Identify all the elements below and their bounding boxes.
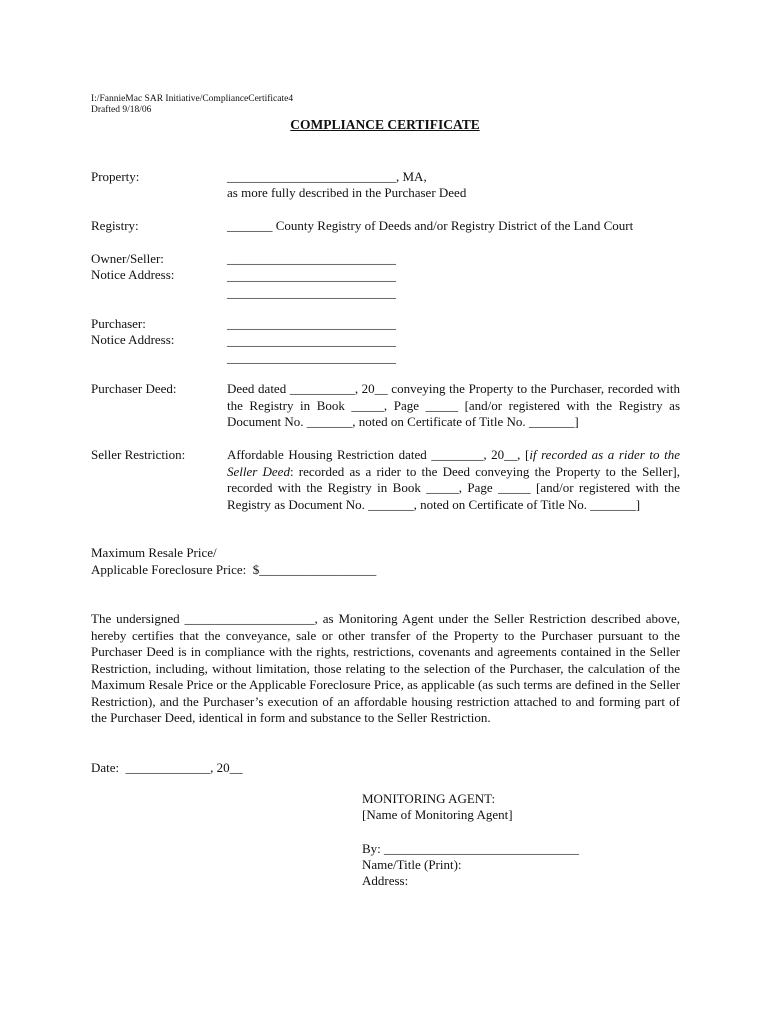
file-path: I:/FannieMac SAR Initiative/ComplianceCertificate4 — [91, 94, 294, 104]
property-line-1: __________________________, MA, — [227, 169, 427, 184]
registry-value: _______ County Registry of Deeds and/or Registry District of the Land Court — [227, 218, 634, 233]
signature-by-line: By: ______________________________ — [362, 841, 580, 856]
purchaser-deed-label: Purchaser Deed: — [91, 381, 177, 396]
owner-seller-label: Owner/Seller: — [91, 251, 164, 266]
purchaser-notice-label: Notice Address: — [91, 332, 175, 347]
seller-restriction-text-a: Affordable Housing Restriction dated ________, 20__, [ — [227, 447, 530, 462]
registry-label: Registry: — [91, 218, 139, 233]
monitoring-agent-label: MONITORING AGENT: — [362, 791, 496, 806]
name-title-line: Name/Title (Print): — [362, 857, 462, 872]
owner-seller-line-3: __________________________ — [227, 285, 396, 300]
purchaser-line-2: __________________________ — [227, 333, 396, 348]
address-line: Address: — [362, 873, 409, 888]
page-title: COMPLIANCE CERTIFICATE — [290, 117, 480, 132]
seller-restriction-text — [227, 447, 680, 513]
foreclosure-price-line: Applicable Foreclosure Price: $__________________ — [91, 562, 377, 577]
purchaser-deed-text: Deed dated __________, 20__ conveying the Property to the Purchaser, recorded with the Registry in Book _____, Page _____ [and/or registered with the Registry as Document No. _______, noted on Certificate of Title No. _______] — [227, 381, 680, 429]
seller-restriction-text-b: : recorded as a rider to the Deed conveying the Property to the Seller], recorded with the Registry in Book _____, Page _____ [and/or registered with the Registry as Document No. _______, noted on Certificate of Title No. _______] — [227, 463, 680, 512]
date-line: Date: _____________, 20__ — [91, 760, 243, 775]
property-label: Property: — [91, 169, 140, 184]
owner-seller-line-1: __________________________ — [227, 251, 396, 266]
seller-restriction-label: Seller Restriction: — [91, 447, 186, 462]
certification-paragraph: The undersigned ____________________, as Monitoring Agent under the Seller Restriction described above, hereby certifies that the conveyance, sale or other transfer of the Property to the Purchaser pursuant to the Purchaser Deed is in compliance with the rights, restrictions, covenants and agreements contained in the Seller Restriction, including, without limitation, those relating to the selection of the Purchaser, the calculation of the Maximum Resale Price or the Applicable Foreclosure Price, as applicable (as such terms are defined in the Seller Restriction), and the Purchaser’s execution of an affordable housing restriction attached to and forming part of the Purchaser Deed, identical in form and substance to the Seller Restriction. — [91, 611, 680, 725]
property-line-2: as more fully described in the Purchaser Deed — [227, 185, 467, 200]
purchaser-line-1: __________________________ — [227, 316, 396, 331]
purchaser-label: Purchaser: — [91, 316, 146, 331]
purchaser-line-3: __________________________ — [227, 350, 396, 365]
seller-restriction-italic: if recorded as a rider to the Seller Deed — [227, 447, 680, 479]
monitoring-agent-name: [Name of Monitoring Agent] — [362, 807, 513, 822]
owner-seller-line-2: __________________________ — [227, 268, 396, 283]
max-resale-price-label: Maximum Resale Price/ — [91, 545, 217, 560]
drafted-date: Drafted 9/18/06 — [91, 105, 152, 115]
owner-seller-notice-label: Notice Address: — [91, 267, 175, 282]
